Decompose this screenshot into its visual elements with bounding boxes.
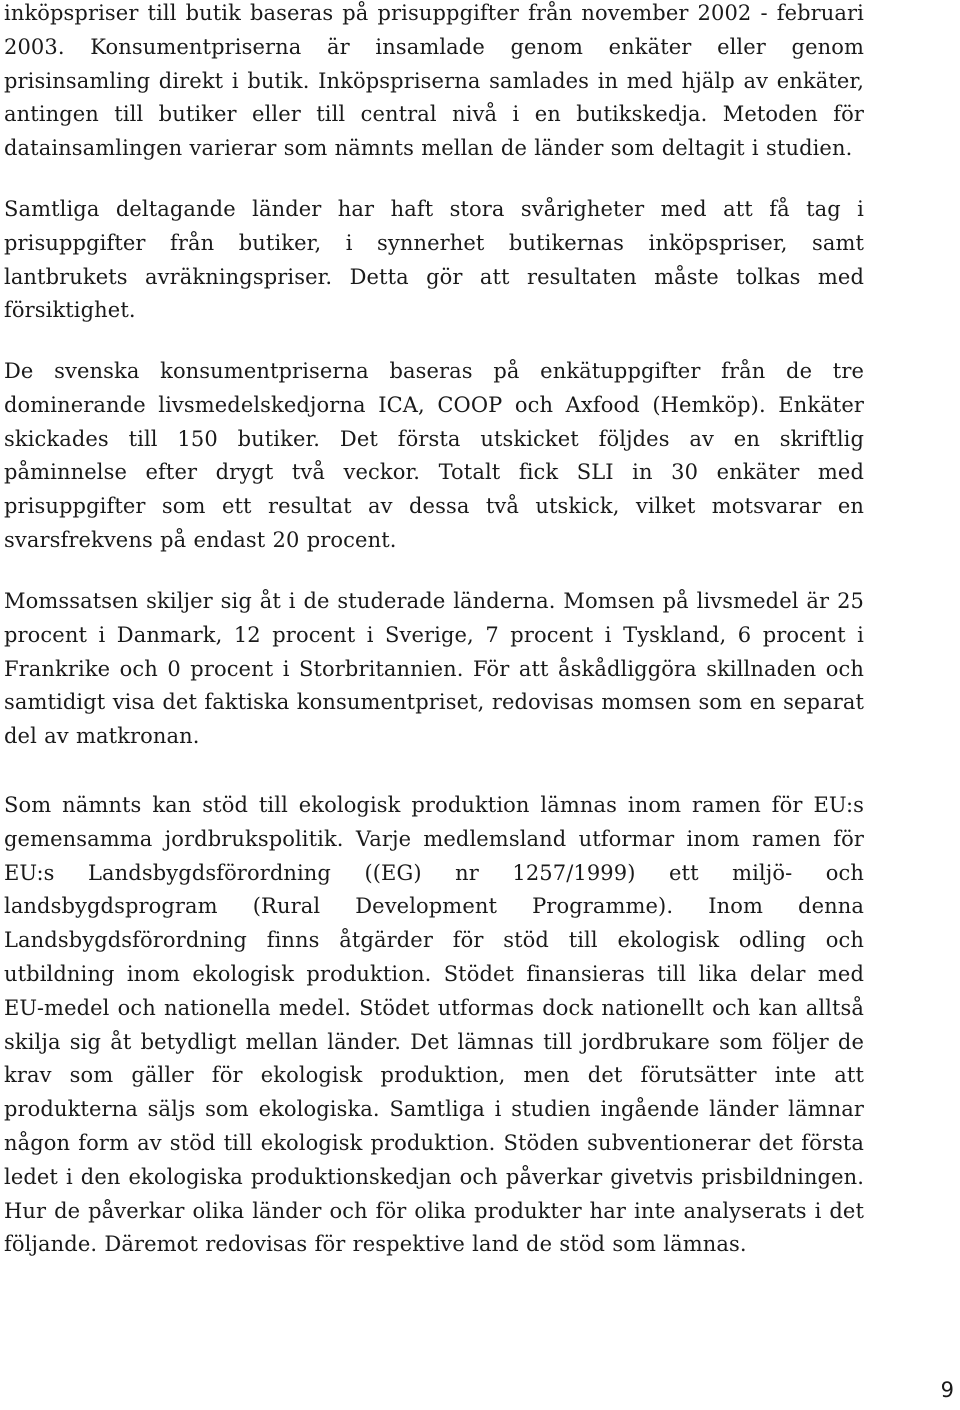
page-number: 9 [940,1378,954,1402]
paragraph-organic-support: Som nämnts kan stöd till ekologisk produktion lämnas inom ramen för EU:s gemensamma jordbrukspolitik. Varje medlemsland utformar inom ramen för EU:s Landsbygdsförordning ((EG) nr 1257/1999) ett miljö- och landsbygdsprogram (Rural Development Programme). Inom denna Landsbygdsförordning finns åtgärder för stöd till ekologisk odling och utbildning inom ekologisk produktion. Stödet finansieras till lika delar med EU-medel och nationella medel. Stödet utformas dock nationellt och kan alltså skilja sig åt betydligt mellan länder. Det lämnas till jordbrukare som följer de krav som gäller för ekologisk produktion, men det förutsätter inte att produkterna säljs som ekologiska. Samtliga i studien ingående länder lämnar någon form av stöd till ekologisk produktion. Stöden subventionerar det första ledet i den ekologiska produktionskedjan och påverkar givetvis prisbildningen. Hur de påverkar olika länder och för olika produkter har inte analyserats i det följande. Däremot redovisas för respektive land de stöd som lämnas. [4,793,864,1257]
paragraph-vat-rates: Momssatsen skiljer sig åt i de studerade länderna. Momsen på livsmedel är 25 procent i Danmark, 12 procent i Sverige, 7 procent i Tyskland, 6 procent i Frankrike och 0 procent i Storbritannien. För att åskådliggöra skillnaden och samtidigt visa det faktiska konsumentpriset, redovisas momsen som en separat del av matkronan. [4,589,864,749]
paragraph-swedish-consumer-prices: De svenska konsumentpriserna baseras på enkätuppgifter från de tre dominerande livsmedelskedjorna ICA, COOP och Axfood (Hemköp). Enkäter skickades till 150 butiker. Det första utskicket följdes av en skriftlig påminnelse efter drygt två veckor. Totalt fick SLI in 30 enkäter med prisuppgifter som ett resultat av dessa två utskick, vilket motsvarar en svarsfrekvens på endast 20 procent. [4,359,864,552]
paragraph-price-collection: inköpspriser till butik baseras på prisuppgifter från november 2002 - februari 2003. Konsumentpriserna är insamlade genom enkäter eller genom prisinsamling direkt i butik. Inköpspriserna samlades in med hjälp av enkäter, antingen till butiker eller till central nivå i en butikskedja. Metoden för datainsamlingen varierar som nämnts mellan de länder som deltagit i studien. [4,1,864,161]
paragraph-data-difficulties: Samtliga deltagande länder har haft stora svårigheter med att få tag i prisuppgifter från butiker, i synnerhet butikernas inköpspriser, samt lantbrukets avräkningspriser. Detta gör att resultaten måste tolkas med försiktighet. [4,197,864,323]
